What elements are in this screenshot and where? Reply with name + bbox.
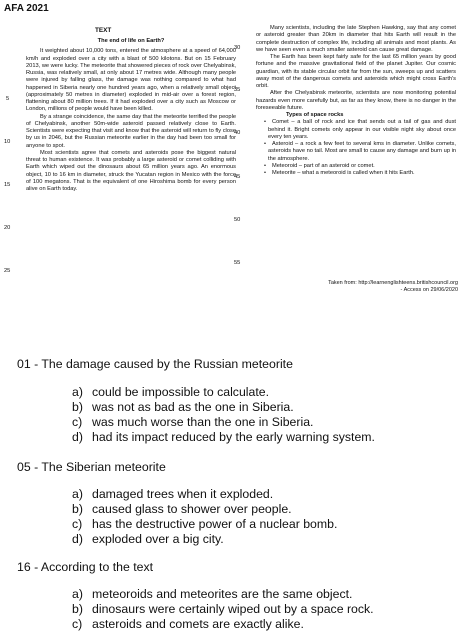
question-01-option-d[interactable] bbox=[72, 430, 375, 444]
question-05-option-b[interactable] bbox=[72, 502, 292, 516]
line-number: 50 bbox=[234, 217, 241, 223]
question-16-option-c[interactable] bbox=[72, 617, 304, 631]
question-05-option-a[interactable] bbox=[72, 487, 273, 501]
source-access-date: - Access on 29/06/2020 bbox=[400, 287, 458, 293]
article-subhead: Types of space rocks bbox=[286, 112, 344, 118]
question-05-option-d[interactable] bbox=[72, 532, 224, 546]
option-text: caused glass to shower over people. bbox=[92, 502, 292, 516]
question-16: 16 - According to the text bbox=[17, 560, 154, 574]
question-01-option-a[interactable] bbox=[72, 385, 269, 399]
exam-title: AFA 2021 bbox=[4, 3, 49, 14]
source-citation bbox=[300, 280, 458, 294]
line-number: 5 bbox=[6, 96, 10, 102]
option-text: exploded over a big city. bbox=[92, 532, 224, 546]
line-number: 15 bbox=[4, 182, 11, 188]
article-paragraph: Most scientists agree that comets and asteroids pose the biggest natural threat to human existence. It was probably a large asteroid or comet colliding with Earth which wiped out the dinosaurs about 65 million years ago. An enormous object, 10 to 16 km in diameter, struck the Yucatan region in Mexico with the force of 100 megatons. That is the equivalent of one Hiroshima bomb for every person alive on Earth today. bbox=[26, 149, 236, 192]
article-left-column bbox=[26, 38, 236, 193]
source-url: Taken from: http://learnenglishteens.britishcouncil.org bbox=[328, 280, 458, 286]
line-number: 10 bbox=[4, 139, 11, 145]
line-number: 25 bbox=[4, 268, 11, 274]
option-text: had its impact reduced by the early warning system. bbox=[92, 430, 375, 444]
option-text: has the destructive power of a nuclear bomb. bbox=[92, 517, 338, 531]
line-number: 35 bbox=[234, 87, 241, 93]
option-letter: b) bbox=[72, 502, 83, 516]
article-paragraph: By a strange coincidence, the same day that the meteorite terrified the people of Chelyabinsk, another 50m-wide asteroid passed relatively close to Earth. Scientists were expecting that visit and know that the asteroid will return to fly close by us in 2046, but the Russian meteorite earlier in the day had been too small for anyone to spot. bbox=[26, 113, 236, 149]
option-text: meteoroids and meteorites are the same object. bbox=[92, 587, 353, 601]
line-number: 55 bbox=[234, 260, 241, 266]
question-01-option-c[interactable] bbox=[72, 415, 313, 429]
text-label: TEXT bbox=[95, 27, 112, 34]
question-05: 05 - The Siberian meteorite bbox=[17, 460, 166, 474]
line-number: 45 bbox=[234, 174, 241, 180]
option-text: could be impossible to calculate. bbox=[92, 385, 270, 399]
option-letter: c) bbox=[72, 617, 83, 631]
option-letter: c) bbox=[72, 415, 83, 429]
option-letter: a) bbox=[72, 587, 83, 601]
option-letter: a) bbox=[72, 385, 83, 399]
option-letter: c) bbox=[72, 517, 83, 531]
question-16-option-a[interactable] bbox=[72, 587, 352, 601]
bullet-item: • Meteorite – what a meteoroid is called when it hits Earth. bbox=[256, 170, 456, 177]
article-paragraph: Many scientists, including the late Stephen Hawking, say that any comet or asteroid greater than 20km in diameter that hits Earth will result in the complete destruction of complex life, including all animals and most plants. As we have seen even a much smaller asteroid can cause great damage. bbox=[256, 25, 456, 53]
article-title: The end of life on Earth? bbox=[97, 38, 165, 44]
bullet-item: • Meteoroid – part of an asteroid or comet. bbox=[256, 163, 456, 170]
option-letter: b) bbox=[72, 602, 83, 616]
question-16-option-b[interactable] bbox=[72, 602, 374, 616]
question-05-option-c[interactable] bbox=[72, 517, 337, 531]
option-text: dinosaurs were certainly wiped out by a space rock. bbox=[92, 602, 374, 616]
question-01: 01 - The damage caused by the Russian meteorite bbox=[17, 357, 293, 371]
article-paragraph: The Earth has been kept fairly safe for the last 65 million years by good fortune and the massive gravitational field of the planet Jupiter. Our cosmic guardian, with its stable circular orbit far from the sun, sweeps up and scatters away most of the dangerous comets and asteroids which might cross Earth's orbit. bbox=[256, 54, 456, 89]
bullet-item: • Comet – a ball of rock and ice that sends out a tail of gas and dust behind it. Bright comets only appear in our visible night sky about once every ten years. bbox=[256, 119, 456, 141]
option-text: damaged trees when it exploded. bbox=[92, 487, 274, 501]
option-text: was much worse than the one in Siberia. bbox=[92, 415, 314, 429]
line-number: 40 bbox=[234, 130, 241, 136]
option-letter: d) bbox=[72, 532, 83, 546]
bullet-item: • Asteroid – a rock a few feet to several kms in diameter. Unlike comets, asteroids have no tail. Most are small to cause any damage and burn up in the atmosphere. bbox=[256, 141, 456, 163]
line-number: 30 bbox=[234, 45, 241, 51]
option-text: was not as bad as the one in Siberia. bbox=[92, 400, 294, 414]
option-letter: d) bbox=[72, 430, 83, 444]
option-letter: b) bbox=[72, 400, 83, 414]
article-paragraph: It weighted about 10,000 tons, entered the atmosphere at a speed of 64,000 km/h and exploded over a city with a blast of 500 kilotons. But on 15 February 2013, we were lucky. The meteorite that showered pieces of rock over Chelyabinsk, Russia, was relatively small, at only about 17 metres wide. Although many people were injured by falling glass, the damage was nothing compared to what had happened in Siberia nearly one hundred years ago, when a relatively small object (approximately 50 metres in diameter) exploded in mid-air over a forest region, flattening about 80 million trees. If it had exploded over a city such as Moscow or London, millions of people would have been killed. bbox=[26, 48, 237, 113]
article-right-column bbox=[256, 25, 456, 177]
line-number: 20 bbox=[4, 225, 11, 231]
question-01-option-b[interactable] bbox=[72, 400, 294, 414]
option-text: asteroids and comets are exactly alike. bbox=[92, 617, 304, 631]
article-paragraph: After the Chelyabinsk meteorite, scientists are now monitoring potential hazards even more carefully but, as far as they know, there is no danger in the foreseeable future. bbox=[256, 90, 456, 111]
option-letter: a) bbox=[72, 487, 83, 501]
